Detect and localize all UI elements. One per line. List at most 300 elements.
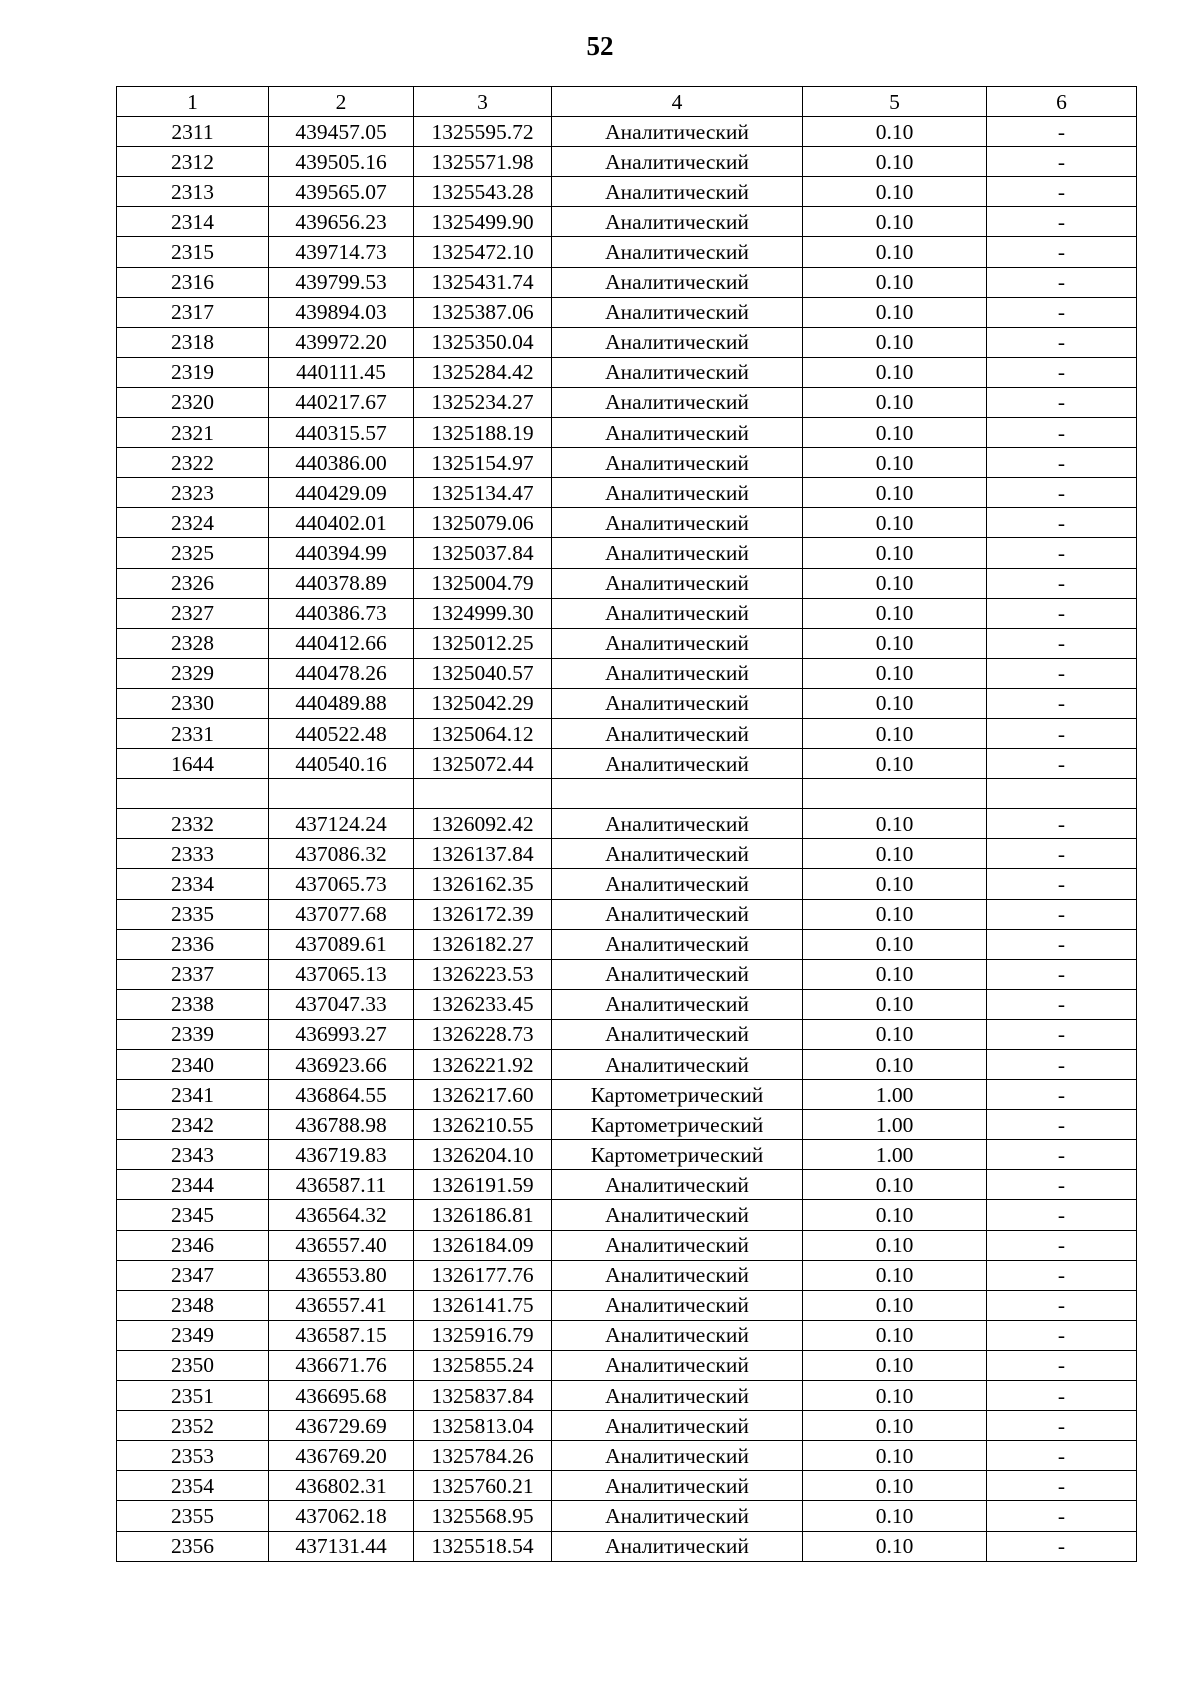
header-cell: 2 — [269, 87, 414, 117]
y-coordinate-cell: 1326162.35 — [414, 869, 552, 899]
accuracy-cell: 1.00 — [803, 1140, 987, 1170]
note-cell: - — [987, 147, 1137, 177]
y-coordinate-cell: 1325042.29 — [414, 688, 552, 718]
point-number-cell: 2311 — [117, 117, 269, 147]
x-coordinate-cell: 440111.45 — [269, 357, 414, 387]
accuracy-cell: 0.10 — [803, 959, 987, 989]
note-cell: - — [987, 297, 1137, 327]
x-coordinate-cell: 437086.32 — [269, 839, 414, 869]
point-number-cell: 2350 — [117, 1350, 269, 1380]
point-number-cell: 2313 — [117, 177, 269, 207]
x-coordinate-cell: 440394.99 — [269, 538, 414, 568]
y-coordinate-cell: 1326228.73 — [414, 1019, 552, 1049]
x-coordinate-cell: 440522.48 — [269, 718, 414, 748]
y-coordinate-cell: 1325134.47 — [414, 478, 552, 508]
note-cell: - — [987, 1411, 1137, 1441]
note-cell: - — [987, 1441, 1137, 1471]
table-row — [117, 1350, 1137, 1380]
point-number-cell: 2340 — [117, 1050, 269, 1080]
y-coordinate-cell: 1326204.10 — [414, 1140, 552, 1170]
x-coordinate-cell: 439894.03 — [269, 297, 414, 327]
table-row — [117, 1441, 1137, 1471]
method-cell: Аналитический — [552, 568, 803, 598]
y-coordinate-cell: 1326184.09 — [414, 1230, 552, 1260]
point-number-cell: 1644 — [117, 749, 269, 779]
y-coordinate-cell: 1326191.59 — [414, 1170, 552, 1200]
accuracy-cell: 0.10 — [803, 508, 987, 538]
accuracy-cell: 0.10 — [803, 839, 987, 869]
method-cell: Аналитический — [552, 267, 803, 297]
y-coordinate-cell: 1326137.84 — [414, 839, 552, 869]
y-coordinate-cell: 1325012.25 — [414, 628, 552, 658]
accuracy-cell: 0.10 — [803, 1411, 987, 1441]
table-row — [117, 177, 1137, 207]
note-cell: - — [987, 568, 1137, 598]
accuracy-cell: 0.10 — [803, 718, 987, 748]
note-cell: - — [987, 1471, 1137, 1501]
note-cell: - — [987, 327, 1137, 357]
table-row — [117, 779, 1137, 809]
y-coordinate-cell: 1325064.12 — [414, 718, 552, 748]
point-number-cell: 2323 — [117, 478, 269, 508]
note-cell: - — [987, 1200, 1137, 1230]
y-coordinate-cell: 1325234.27 — [414, 387, 552, 417]
method-cell: Аналитический — [552, 929, 803, 959]
note-cell: - — [987, 1230, 1137, 1260]
point-number-cell: 2318 — [117, 327, 269, 357]
accuracy-cell: 0.10 — [803, 418, 987, 448]
y-coordinate-cell: 1325037.84 — [414, 538, 552, 568]
table-row — [117, 478, 1137, 508]
y-coordinate-cell: 1326092.42 — [414, 809, 552, 839]
header-cell: 1 — [117, 87, 269, 117]
table-row — [117, 658, 1137, 688]
method-cell: Аналитический — [552, 297, 803, 327]
x-coordinate-cell: 440489.88 — [269, 688, 414, 718]
method-cell: Аналитический — [552, 387, 803, 417]
table-row — [117, 899, 1137, 929]
y-coordinate-cell: 1326223.53 — [414, 959, 552, 989]
table-row — [117, 1471, 1137, 1501]
y-coordinate-cell: 1325284.42 — [414, 357, 552, 387]
note-cell: - — [987, 1350, 1137, 1380]
x-coordinate-cell: 437065.13 — [269, 959, 414, 989]
accuracy-cell: 0.10 — [803, 899, 987, 929]
accuracy-cell: 1.00 — [803, 1080, 987, 1110]
y-coordinate-cell: 1325072.44 — [414, 749, 552, 779]
method-cell: Аналитический — [552, 989, 803, 1019]
point-number-cell: 2337 — [117, 959, 269, 989]
x-coordinate-cell: 436729.69 — [269, 1411, 414, 1441]
accuracy-cell: 0.10 — [803, 1290, 987, 1320]
point-number-cell: 2312 — [117, 147, 269, 177]
note-cell: - — [987, 899, 1137, 929]
method-cell: Аналитический — [552, 207, 803, 237]
note-cell: - — [987, 448, 1137, 478]
x-coordinate-cell: 440315.57 — [269, 418, 414, 448]
method-cell: Аналитический — [552, 357, 803, 387]
table-row — [117, 1260, 1137, 1290]
table-row — [117, 538, 1137, 568]
x-coordinate-cell: 437131.44 — [269, 1531, 414, 1561]
point-number-cell: 2319 — [117, 357, 269, 387]
note-cell: - — [987, 1140, 1137, 1170]
method-cell — [552, 779, 803, 809]
note-cell: - — [987, 869, 1137, 899]
table-row — [117, 1501, 1137, 1531]
point-number-cell: 2335 — [117, 899, 269, 929]
point-number-cell: 2327 — [117, 598, 269, 628]
note-cell: - — [987, 749, 1137, 779]
method-cell: Аналитический — [552, 809, 803, 839]
x-coordinate-cell — [269, 779, 414, 809]
table-row — [117, 1140, 1137, 1170]
point-number-cell: 2338 — [117, 989, 269, 1019]
point-number-cell: 2353 — [117, 1441, 269, 1471]
x-coordinate-cell: 437062.18 — [269, 1501, 414, 1531]
note-cell: - — [987, 1381, 1137, 1411]
method-cell: Аналитический — [552, 1290, 803, 1320]
accuracy-cell: 0.10 — [803, 297, 987, 327]
method-cell: Аналитический — [552, 1501, 803, 1531]
table-row — [117, 327, 1137, 357]
note-cell: - — [987, 1050, 1137, 1080]
note-cell: - — [987, 839, 1137, 869]
point-number-cell: 2349 — [117, 1320, 269, 1350]
table-row — [117, 508, 1137, 538]
table-row — [117, 869, 1137, 899]
x-coordinate-cell: 440478.26 — [269, 658, 414, 688]
note-cell: - — [987, 1019, 1137, 1049]
y-coordinate-cell: 1325431.74 — [414, 267, 552, 297]
note-cell: - — [987, 959, 1137, 989]
accuracy-cell: 0.10 — [803, 237, 987, 267]
accuracy-cell: 0.10 — [803, 357, 987, 387]
method-cell: Аналитический — [552, 869, 803, 899]
x-coordinate-cell: 440217.67 — [269, 387, 414, 417]
x-coordinate-cell: 439714.73 — [269, 237, 414, 267]
point-number-cell: 2346 — [117, 1230, 269, 1260]
y-coordinate-cell: 1325499.90 — [414, 207, 552, 237]
table-row — [117, 718, 1137, 748]
note-cell: - — [987, 658, 1137, 688]
table-row — [117, 989, 1137, 1019]
point-number-cell: 2347 — [117, 1260, 269, 1290]
method-cell: Аналитический — [552, 658, 803, 688]
method-cell: Аналитический — [552, 1019, 803, 1049]
accuracy-cell: 0.10 — [803, 1230, 987, 1260]
y-coordinate-cell: 1325837.84 — [414, 1381, 552, 1411]
note-cell: - — [987, 1110, 1137, 1140]
coordinates-table — [116, 86, 1137, 1562]
y-coordinate-cell: 1325040.57 — [414, 658, 552, 688]
accuracy-cell: 0.10 — [803, 448, 987, 478]
point-number-cell: 2351 — [117, 1381, 269, 1411]
x-coordinate-cell: 436587.15 — [269, 1320, 414, 1350]
header-cell: 3 — [414, 87, 552, 117]
table-body — [117, 117, 1137, 1562]
point-number-cell: 2326 — [117, 568, 269, 598]
note-cell: - — [987, 688, 1137, 718]
point-number-cell: 2343 — [117, 1140, 269, 1170]
method-cell: Аналитический — [552, 147, 803, 177]
x-coordinate-cell: 440386.00 — [269, 448, 414, 478]
accuracy-cell: 0.10 — [803, 1170, 987, 1200]
x-coordinate-cell: 440540.16 — [269, 749, 414, 779]
point-number-cell: 2336 — [117, 929, 269, 959]
accuracy-cell: 0.10 — [803, 478, 987, 508]
accuracy-cell: 0.10 — [803, 387, 987, 417]
note-cell: - — [987, 929, 1137, 959]
accuracy-cell: 0.10 — [803, 1531, 987, 1561]
y-coordinate-cell: 1326172.39 — [414, 899, 552, 929]
note-cell: - — [987, 418, 1137, 448]
point-number-cell: 2315 — [117, 237, 269, 267]
point-number-cell: 2314 — [117, 207, 269, 237]
table-row — [117, 147, 1137, 177]
accuracy-cell — [803, 779, 987, 809]
y-coordinate-cell: 1325568.95 — [414, 1501, 552, 1531]
y-coordinate-cell: 1325154.97 — [414, 448, 552, 478]
y-coordinate-cell: 1326182.27 — [414, 929, 552, 959]
header-cell: 5 — [803, 87, 987, 117]
x-coordinate-cell: 439656.23 — [269, 207, 414, 237]
method-cell: Аналитический — [552, 1170, 803, 1200]
point-number-cell: 2342 — [117, 1110, 269, 1140]
y-coordinate-cell: 1325571.98 — [414, 147, 552, 177]
x-coordinate-cell: 436719.83 — [269, 1140, 414, 1170]
method-cell: Аналитический — [552, 1531, 803, 1561]
y-coordinate-cell: 1325518.54 — [414, 1531, 552, 1561]
point-number-cell: 2322 — [117, 448, 269, 478]
table-row — [117, 117, 1137, 147]
point-number-cell: 2344 — [117, 1170, 269, 1200]
x-coordinate-cell: 439457.05 — [269, 117, 414, 147]
accuracy-cell: 0.10 — [803, 207, 987, 237]
table-row — [117, 1531, 1137, 1561]
accuracy-cell: 0.10 — [803, 628, 987, 658]
accuracy-cell: 0.10 — [803, 117, 987, 147]
accuracy-cell: 1.00 — [803, 1110, 987, 1140]
accuracy-cell: 0.10 — [803, 327, 987, 357]
x-coordinate-cell: 436557.41 — [269, 1290, 414, 1320]
note-cell: - — [987, 809, 1137, 839]
accuracy-cell: 0.10 — [803, 989, 987, 1019]
method-cell: Аналитический — [552, 418, 803, 448]
method-cell: Картометрический — [552, 1140, 803, 1170]
y-coordinate-cell: 1326233.45 — [414, 989, 552, 1019]
note-cell: - — [987, 177, 1137, 207]
y-coordinate-cell: 1325760.21 — [414, 1471, 552, 1501]
point-number-cell — [117, 779, 269, 809]
accuracy-cell: 0.10 — [803, 598, 987, 628]
point-number-cell: 2345 — [117, 1200, 269, 1230]
point-number-cell: 2333 — [117, 839, 269, 869]
table-row — [117, 1320, 1137, 1350]
table-row — [117, 357, 1137, 387]
x-coordinate-cell: 436788.98 — [269, 1110, 414, 1140]
point-number-cell: 2324 — [117, 508, 269, 538]
note-cell — [987, 779, 1137, 809]
y-coordinate-cell: 1325472.10 — [414, 237, 552, 267]
table-row — [117, 267, 1137, 297]
header-cell: 6 — [987, 87, 1137, 117]
accuracy-cell: 0.10 — [803, 1381, 987, 1411]
y-coordinate-cell: 1325188.19 — [414, 418, 552, 448]
table-row — [117, 598, 1137, 628]
x-coordinate-cell: 437089.61 — [269, 929, 414, 959]
method-cell: Аналитический — [552, 1230, 803, 1260]
point-number-cell: 2334 — [117, 869, 269, 899]
method-cell: Аналитический — [552, 1260, 803, 1290]
accuracy-cell: 0.10 — [803, 1050, 987, 1080]
point-number-cell: 2348 — [117, 1290, 269, 1320]
method-cell: Аналитический — [552, 508, 803, 538]
note-cell: - — [987, 628, 1137, 658]
table-row — [117, 749, 1137, 779]
method-cell: Аналитический — [552, 448, 803, 478]
accuracy-cell: 0.10 — [803, 568, 987, 598]
y-coordinate-cell: 1326217.60 — [414, 1080, 552, 1110]
note-cell: - — [987, 267, 1137, 297]
accuracy-cell: 0.10 — [803, 929, 987, 959]
x-coordinate-cell: 440429.09 — [269, 478, 414, 508]
x-coordinate-cell: 437077.68 — [269, 899, 414, 929]
table-row — [117, 237, 1137, 267]
x-coordinate-cell: 436553.80 — [269, 1260, 414, 1290]
y-coordinate-cell: 1325079.06 — [414, 508, 552, 538]
page-number: 52 — [586, 31, 614, 61]
accuracy-cell: 0.10 — [803, 1260, 987, 1290]
table-row — [117, 207, 1137, 237]
x-coordinate-cell: 437047.33 — [269, 989, 414, 1019]
table-row — [117, 1110, 1137, 1140]
table-row — [117, 1290, 1137, 1320]
x-coordinate-cell: 440402.01 — [269, 508, 414, 538]
accuracy-cell: 0.10 — [803, 538, 987, 568]
table-row — [117, 959, 1137, 989]
method-cell: Аналитический — [552, 839, 803, 869]
table-row — [117, 809, 1137, 839]
x-coordinate-cell: 440378.89 — [269, 568, 414, 598]
method-cell: Аналитический — [552, 1200, 803, 1230]
accuracy-cell: 0.10 — [803, 1471, 987, 1501]
x-coordinate-cell: 436587.11 — [269, 1170, 414, 1200]
x-coordinate-cell: 439972.20 — [269, 327, 414, 357]
y-coordinate-cell: 1325855.24 — [414, 1350, 552, 1380]
method-cell: Аналитический — [552, 237, 803, 267]
point-number-cell: 2331 — [117, 718, 269, 748]
x-coordinate-cell: 436671.76 — [269, 1350, 414, 1380]
table-row — [117, 839, 1137, 869]
accuracy-cell: 0.10 — [803, 688, 987, 718]
accuracy-cell: 0.10 — [803, 147, 987, 177]
method-cell: Картометрический — [552, 1080, 803, 1110]
x-coordinate-cell: 436695.68 — [269, 1381, 414, 1411]
note-cell: - — [987, 207, 1137, 237]
table-row — [117, 448, 1137, 478]
accuracy-cell: 0.10 — [803, 1320, 987, 1350]
note-cell: - — [987, 1320, 1137, 1350]
y-coordinate-cell: 1325350.04 — [414, 327, 552, 357]
y-coordinate-cell: 1325784.26 — [414, 1441, 552, 1471]
accuracy-cell: 0.10 — [803, 1350, 987, 1380]
point-number-cell: 2332 — [117, 809, 269, 839]
x-coordinate-cell: 439565.07 — [269, 177, 414, 207]
table-header-row — [117, 87, 1137, 117]
point-number-cell: 2316 — [117, 267, 269, 297]
note-cell: - — [987, 1260, 1137, 1290]
y-coordinate-cell: 1326141.75 — [414, 1290, 552, 1320]
x-coordinate-cell: 436923.66 — [269, 1050, 414, 1080]
point-number-cell: 2329 — [117, 658, 269, 688]
x-coordinate-cell: 439505.16 — [269, 147, 414, 177]
note-cell: - — [987, 1170, 1137, 1200]
table-row — [117, 688, 1137, 718]
y-coordinate-cell: 1325543.28 — [414, 177, 552, 207]
x-coordinate-cell: 437065.73 — [269, 869, 414, 899]
table-row — [117, 1230, 1137, 1260]
table-row — [117, 387, 1137, 417]
accuracy-cell: 0.10 — [803, 658, 987, 688]
point-number-cell: 2321 — [117, 418, 269, 448]
accuracy-cell: 0.10 — [803, 267, 987, 297]
table-row — [117, 297, 1137, 327]
x-coordinate-cell: 440412.66 — [269, 628, 414, 658]
x-coordinate-cell: 436769.20 — [269, 1441, 414, 1471]
y-coordinate-cell: 1326221.92 — [414, 1050, 552, 1080]
header-cell: 4 — [552, 87, 803, 117]
point-number-cell: 2320 — [117, 387, 269, 417]
y-coordinate-cell: 1326186.81 — [414, 1200, 552, 1230]
note-cell: - — [987, 1501, 1137, 1531]
method-cell: Аналитический — [552, 688, 803, 718]
y-coordinate-cell: 1325595.72 — [414, 117, 552, 147]
note-cell: - — [987, 538, 1137, 568]
y-coordinate-cell: 1326210.55 — [414, 1110, 552, 1140]
x-coordinate-cell: 439799.53 — [269, 267, 414, 297]
accuracy-cell: 0.10 — [803, 869, 987, 899]
table-row — [117, 568, 1137, 598]
accuracy-cell: 0.10 — [803, 749, 987, 779]
note-cell: - — [987, 1080, 1137, 1110]
point-number-cell: 2341 — [117, 1080, 269, 1110]
table-row — [117, 1200, 1137, 1230]
method-cell: Аналитический — [552, 538, 803, 568]
method-cell: Картометрический — [552, 1110, 803, 1140]
accuracy-cell: 0.10 — [803, 177, 987, 207]
table-row — [117, 628, 1137, 658]
method-cell: Аналитический — [552, 1441, 803, 1471]
point-number-cell: 2339 — [117, 1019, 269, 1049]
method-cell: Аналитический — [552, 959, 803, 989]
note-cell: - — [987, 718, 1137, 748]
point-number-cell: 2354 — [117, 1471, 269, 1501]
note-cell: - — [987, 598, 1137, 628]
point-number-cell: 2325 — [117, 538, 269, 568]
note-cell: - — [987, 508, 1137, 538]
y-coordinate-cell: 1325813.04 — [414, 1411, 552, 1441]
method-cell: Аналитический — [552, 718, 803, 748]
note-cell: - — [987, 117, 1137, 147]
point-number-cell: 2355 — [117, 1501, 269, 1531]
y-coordinate-cell: 1324999.30 — [414, 598, 552, 628]
table-row — [117, 418, 1137, 448]
accuracy-cell: 0.10 — [803, 1019, 987, 1049]
x-coordinate-cell: 436557.40 — [269, 1230, 414, 1260]
x-coordinate-cell: 436864.55 — [269, 1080, 414, 1110]
method-cell: Аналитический — [552, 177, 803, 207]
